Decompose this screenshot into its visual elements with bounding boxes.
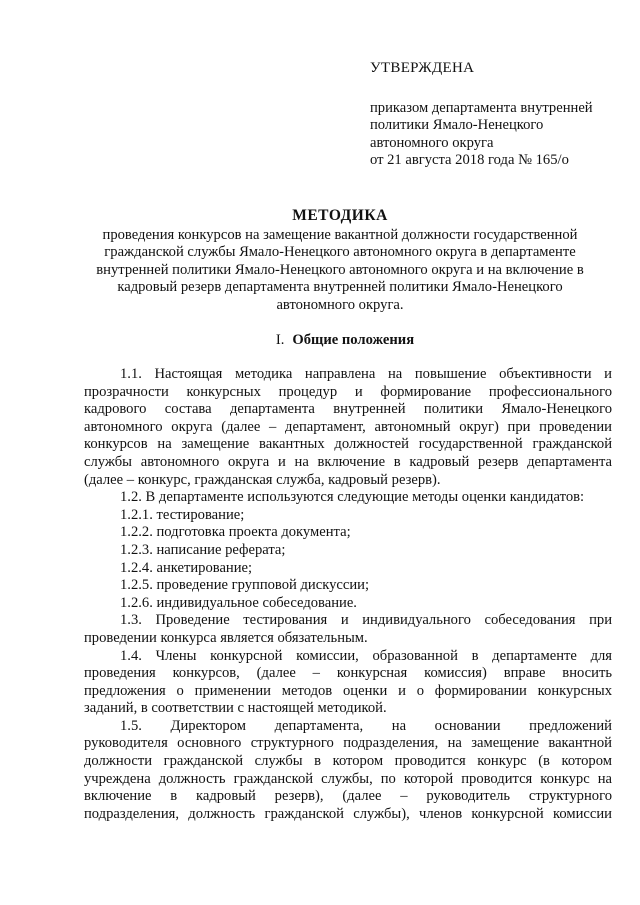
body-line: подразделения, должность гражданской службы), членов конкурсной комиссии	[84, 805, 612, 822]
body-line: 1.2.2. подготовка проекта документа;	[120, 524, 351, 541]
body-line: проведения конкурсов, (далее – конкурсная комиссия) вправе вносить	[84, 665, 612, 682]
section-title: Общие положения	[292, 332, 415, 348]
document-subtitle-line: гражданской службы Ямало-Ненецкого автономного округа в департаменте	[104, 244, 576, 261]
body-line: кадрового состава департамента внутренней политики Ямало-Ненецкого	[84, 401, 612, 418]
body-line: 1.2.6. индивидуальное собеседование.	[120, 594, 357, 611]
body-line: руководителя основного структурного подразделения, на замещение вакантной	[84, 735, 612, 752]
body-line: конкурсов на замещение вакантных должностей государственной гражданской	[84, 436, 612, 453]
document-title-main: МЕТОДИКА	[292, 207, 388, 224]
body-line: учреждена должность гражданской службы, по которой проводится конкурс на	[84, 770, 612, 787]
body-line: 1.3. Проведение тестирования и индивидуального собеседования при	[120, 612, 612, 629]
body-line: (далее – конкурс, гражданская служба, кадровый резерв).	[84, 471, 441, 488]
document-subtitle-line: автономного округа.	[276, 296, 404, 313]
approval-line: политики Ямало-Ненецкого	[370, 117, 544, 134]
approval-block	[370, 60, 620, 170]
approval-title: УТВЕРЖДЕНА	[370, 60, 475, 76]
body-line: службы автономного округа и на включение в кадровый резерв департамента	[84, 453, 612, 470]
body-line: предложения о применении методов оценки и о формировании конкурсных	[84, 682, 612, 699]
body-line: 1.2.1. тестирование;	[120, 506, 245, 523]
body-line: 1.2. В департаменте используются следующие методы оценки кандидатов:	[120, 489, 585, 506]
body-line: 1.5. Директором департамента, на основании предложений	[120, 717, 612, 734]
approval-line: от 21 августа 2018 года № 165/о	[370, 152, 569, 169]
document-title	[80, 207, 600, 315]
body-line: 1.2.5. проведение групповой дискуссии;	[120, 577, 369, 594]
body-line: автономного округа (далее – департамент, автономный округ) при проведении	[84, 418, 612, 435]
document-subtitle-line: кадровый резерв департамента внутренней политики Ямало-Ненецкого	[117, 279, 563, 296]
body-line: 1.2.4. анкетирование;	[120, 559, 253, 576]
section-heading	[80, 332, 610, 350]
body-line: включение в кадровый резерв), (далее – руководитель структурного	[84, 788, 612, 805]
approval-line: приказом департамента внутренней	[370, 99, 593, 116]
body-line: должности гражданской службы в котором проводится конкурс (в котором	[84, 753, 612, 770]
document-subtitle-line: внутренней политики Ямало-Ненецкого автономного округа и на включение в	[96, 261, 584, 278]
section-number: I.	[275, 332, 285, 348]
body-text	[84, 366, 612, 823]
approval-line: автономного округа	[370, 134, 494, 151]
body-line: проведении конкурса является обязательным.	[84, 629, 368, 646]
body-line: 1.1. Настоящая методика направлена на повышение объективности и	[120, 366, 612, 382]
document-subtitle-line: проведения конкурсов на замещение вакантной должности государственной	[102, 226, 578, 243]
body-line: прозрачности конкурсных процедур и формирование профессионального	[84, 383, 612, 400]
body-line: 1.2.3. написание реферата;	[120, 541, 286, 558]
body-line: заданий, в соответствии с настоящей методикой.	[84, 700, 387, 717]
body-line: 1.4. Члены конкурсной комиссии, образованной в департаменте для	[120, 647, 612, 664]
